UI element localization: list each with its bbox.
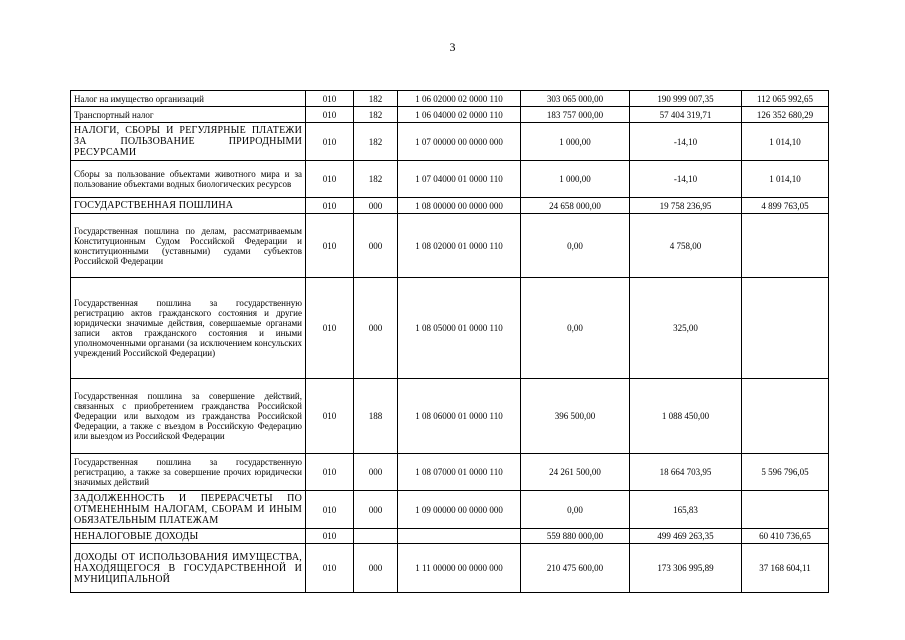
- table-row: [71, 544, 829, 593]
- row-name: Налог на имущество организаций: [71, 91, 306, 107]
- row-rest: 1 014,10: [742, 161, 829, 198]
- row-code-source: 000: [354, 491, 398, 529]
- row-code-source: 182: [354, 107, 398, 123]
- row-plan: 1 000,00: [521, 123, 630, 161]
- row-fact: 165,83: [630, 491, 742, 529]
- table-row: [71, 379, 829, 454]
- row-plan: 210 475 600,00: [521, 544, 630, 593]
- row-code-source: 000: [354, 214, 398, 278]
- row-code-source: 000: [354, 278, 398, 379]
- row-fact: 190 999 007,35: [630, 91, 742, 107]
- row-plan: 303 065 000,00: [521, 91, 630, 107]
- row-kbk: 1 07 04000 01 0000 110: [398, 161, 521, 198]
- table-row: [71, 123, 829, 161]
- row-kbk: 1 08 02000 01 0000 110: [398, 214, 521, 278]
- row-code-admin: 010: [306, 379, 354, 454]
- row-rest: 1 014,10: [742, 123, 829, 161]
- row-code-source: [354, 529, 398, 544]
- row-fact: 4 758,00: [630, 214, 742, 278]
- row-code-admin: 010: [306, 278, 354, 379]
- row-name: ГОСУДАРСТВЕННАЯ ПОШЛИНА: [71, 198, 306, 214]
- row-code-source: 000: [354, 544, 398, 593]
- page-number: 3: [449, 40, 456, 54]
- row-code-admin: 010: [306, 491, 354, 529]
- table-row: [71, 278, 829, 379]
- row-kbk: 1 06 02000 02 0000 110: [398, 91, 521, 107]
- row-code-admin: 010: [306, 198, 354, 214]
- row-fact: 1 088 450,00: [630, 379, 742, 454]
- row-kbk: 1 06 04000 02 0000 110: [398, 107, 521, 123]
- row-fact: 19 758 236,95: [630, 198, 742, 214]
- row-name: Государственная пошлина за государственную регистрацию, а также за совершение прочих юридически значимых действий: [71, 454, 306, 491]
- row-code-admin: 010: [306, 214, 354, 278]
- table-row: [71, 107, 829, 123]
- row-fact: 18 664 703,95: [630, 454, 742, 491]
- row-code-source: 000: [354, 454, 398, 491]
- row-plan: 24 261 500,00: [521, 454, 630, 491]
- row-plan: 183 757 000,00: [521, 107, 630, 123]
- row-name: Сборы за пользование объектами животного мира и за пользование объектами водных биологических ресурсов: [71, 161, 306, 198]
- table-row: [71, 214, 829, 278]
- row-rest: [742, 278, 829, 379]
- table-row: [71, 491, 829, 529]
- row-name: ДОХОДЫ ОТ ИСПОЛЬЗОВАНИЯ ИМУЩЕСТВА, НАХОДЯЩЕГОСЯ В ГОСУДАРСТВЕННОЙ И МУНИЦИПАЛЬНОЙ: [71, 544, 306, 593]
- row-kbk: 1 08 00000 00 0000 000: [398, 198, 521, 214]
- row-name: НАЛОГИ, СБОРЫ И РЕГУЛЯРНЫЕ ПЛАТЕЖИ ЗА ПОЛЬЗОВАНИЕ ПРИРОДНЫМИ РЕСУРСАМИ: [71, 123, 306, 161]
- row-code-source: 182: [354, 91, 398, 107]
- row-rest: 60 410 736,65: [742, 529, 829, 544]
- row-code-source: 182: [354, 161, 398, 198]
- table-row: [71, 529, 829, 544]
- row-name: НЕНАЛОГОВЫЕ ДОХОДЫ: [71, 529, 306, 544]
- row-fact: 325,00: [630, 278, 742, 379]
- table-row: [71, 198, 829, 214]
- row-plan: 559 880 000,00: [521, 529, 630, 544]
- row-rest: [742, 214, 829, 278]
- row-fact: 499 469 263,35: [630, 529, 742, 544]
- row-name: Государственная пошлина по делам, рассматриваемым Конституционным Судом Российской Федерации и конституционными (уставными) судами субъектов Российской Федерации: [71, 214, 306, 278]
- row-code-source: 188: [354, 379, 398, 454]
- row-fact: 173 306 995,89: [630, 544, 742, 593]
- row-code-admin: 010: [306, 161, 354, 198]
- row-kbk: 1 08 06000 01 0000 110: [398, 379, 521, 454]
- row-kbk: 1 11 00000 00 0000 000: [398, 544, 521, 593]
- row-name: ЗАДОЛЖЕННОСТЬ И ПЕРЕРАСЧЕТЫ ПО ОТМЕНЕННЫМ НАЛОГАМ, СБОРАМ И ИНЫМ ОБЯЗАТЕЛЬНЫМ ПЛАТЕЖАМ: [71, 491, 306, 529]
- row-name: Транспортный налог: [71, 107, 306, 123]
- row-plan: 0,00: [521, 278, 630, 379]
- row-kbk: 1 08 05000 01 0000 110: [398, 278, 521, 379]
- row-name: Государственная пошлина за государственную регистрацию актов гражданского состояния и другие юридически значимые действия, совершаемые органами записи актов гражданского состояния и иными уполномоченными органами (за исключением консульских учреждений Российской Федерации): [71, 278, 306, 379]
- row-code-admin: 010: [306, 454, 354, 491]
- table-row: [71, 454, 829, 491]
- table-row: [71, 91, 829, 107]
- row-fact: -14,10: [630, 161, 742, 198]
- row-rest: [742, 379, 829, 454]
- row-code-admin: 010: [306, 107, 354, 123]
- row-code-source: 182: [354, 123, 398, 161]
- row-name: Государственная пошлина за совершение действий, связанных с приобретением гражданства Российской Федерации или выходом из гражданства Российской Федерации, а также с въездом в Российскую Федерацию или выездом из Российской Федерации: [71, 379, 306, 454]
- row-fact: 57 404 319,71: [630, 107, 742, 123]
- row-rest: [742, 491, 829, 529]
- row-plan: 0,00: [521, 491, 630, 529]
- row-code-admin: 010: [306, 544, 354, 593]
- row-code-admin: 010: [306, 123, 354, 161]
- row-plan: 0,00: [521, 214, 630, 278]
- row-rest: 4 899 763,05: [742, 198, 829, 214]
- row-code-admin: 010: [306, 529, 354, 544]
- row-code-admin: 010: [306, 91, 354, 107]
- row-plan: 1 000,00: [521, 161, 630, 198]
- row-rest: 5 596 796,05: [742, 454, 829, 491]
- row-fact: -14,10: [630, 123, 742, 161]
- row-kbk: 1 08 07000 01 0000 110: [398, 454, 521, 491]
- row-kbk: 1 07 00000 00 0000 000: [398, 123, 521, 161]
- row-code-source: 000: [354, 198, 398, 214]
- row-kbk: 1 09 00000 00 0000 000: [398, 491, 521, 529]
- table-row: [71, 161, 829, 198]
- row-plan: 396 500,00: [521, 379, 630, 454]
- row-plan: 24 658 000,00: [521, 198, 630, 214]
- row-rest: 126 352 680,29: [742, 107, 829, 123]
- budget-revenue-table: [70, 90, 829, 593]
- row-rest: 112 065 992,65: [742, 91, 829, 107]
- row-kbk: [398, 529, 521, 544]
- row-rest: 37 168 604,11: [742, 544, 829, 593]
